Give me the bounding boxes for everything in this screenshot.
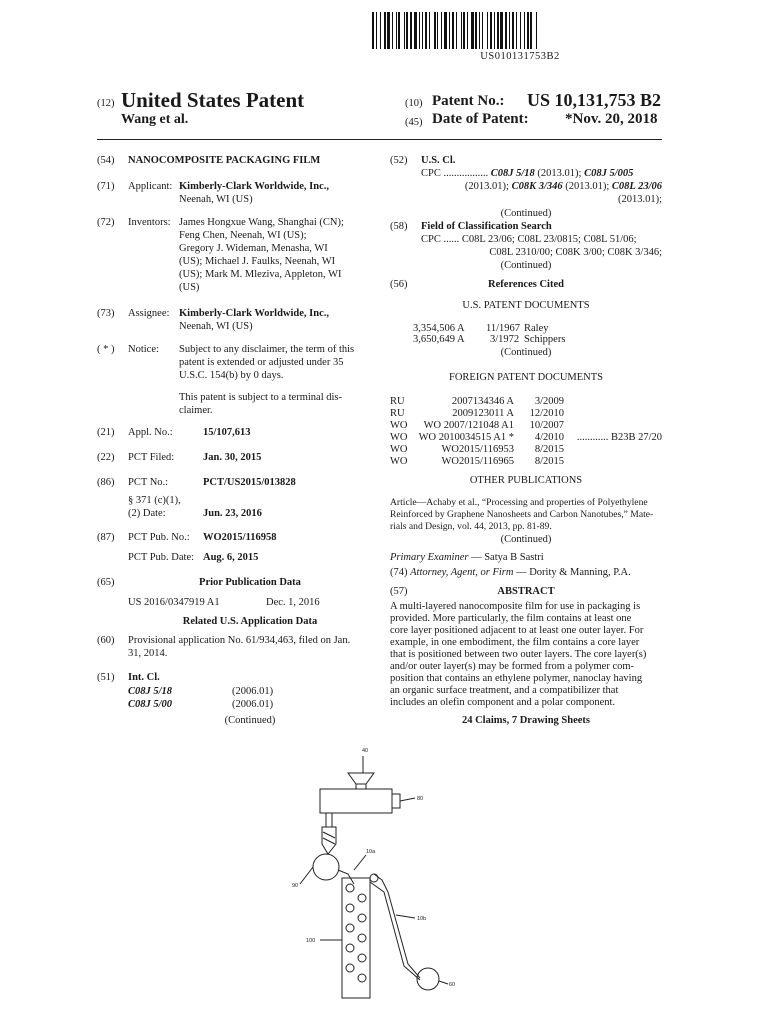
code-51: (51) <box>97 672 115 683</box>
leader-90 <box>300 867 313 884</box>
code-54: (54) <box>97 155 115 166</box>
barcode-bar <box>479 12 480 49</box>
notice-label: Notice: <box>128 344 159 355</box>
abstract-line: provided. More particularly, the film contains at least one <box>390 613 632 624</box>
pct-pub-no-label: PCT Pub. No.: <box>128 532 190 543</box>
attorney-line <box>390 566 631 579</box>
barcode-bar <box>467 12 468 49</box>
barcode-bar <box>520 12 521 49</box>
label-80: 80 <box>417 796 424 802</box>
attorney-label: Attorney, Agent, or Firm <box>410 567 514 578</box>
barcode-bar <box>516 12 517 49</box>
inventor-line: Feng Chen, Neenah, WI (US); <box>179 230 307 241</box>
s371-date: Jun. 23, 2016 <box>203 508 262 519</box>
barcode-bar <box>434 12 436 49</box>
s371-date-label: (2) Date: <box>128 508 166 519</box>
us-docs-title: U.S. PATENT DOCUMENTS <box>462 300 590 311</box>
assignee-name: Kimberly-Clark Worldwide, Inc., <box>179 308 330 319</box>
barcode-bar <box>482 12 483 49</box>
related-title: Related U.S. Application Data <box>182 616 318 627</box>
hopper-shape <box>348 773 374 784</box>
notice-line: U.S.C. 154(b) by 0 days. <box>179 370 284 381</box>
leader-10a <box>354 855 366 870</box>
pct-filed: Jan. 30, 2015 <box>203 452 262 463</box>
code-87: (87) <box>97 532 115 543</box>
patent-title: United States Patent <box>121 88 305 112</box>
cpc-class: C08J 5/005 <box>584 168 634 179</box>
other-pubs-title: OTHER PUBLICATIONS <box>469 475 583 486</box>
label-60: 60 <box>449 982 456 988</box>
abstract-line: core layer positioned adjacent to at least one outer layer. For <box>390 625 644 636</box>
barcode-bar <box>425 12 427 49</box>
code-56: (56) <box>390 279 408 290</box>
abstract-line: an organic surface treatment, and a compatibilizer that <box>390 685 619 696</box>
barcode-bar <box>422 12 423 49</box>
foreign-doc-no: WO2015/116965 <box>441 456 514 467</box>
applicant-name: Kimberly-Clark Worldwide, Inc., <box>179 181 330 192</box>
abstract-line: and/or outer layer(s) may be formed from a polymer com- <box>390 661 635 672</box>
extruder-body <box>320 789 392 813</box>
barcode-bar <box>398 12 400 49</box>
barcode <box>372 12 668 49</box>
code-22: (22) <box>97 452 115 463</box>
claims-summary: 24 Claims, 7 Drawing Sheets <box>461 715 591 726</box>
int-cl-version: (2006.01) <box>232 699 274 710</box>
inventor-line: (US); Mark M. Mleziva, Appleton, WI <box>179 269 342 280</box>
barcode-bar <box>497 12 499 49</box>
foreign-country: WO <box>390 420 408 431</box>
barcode-bar <box>392 12 393 49</box>
other-pubs-continued: (Continued) <box>500 534 552 545</box>
applicant-label: Applicant: <box>128 181 173 192</box>
s371-label: § 371 (c)(1), <box>128 495 181 506</box>
code-10: (10) <box>405 98 423 109</box>
pct-no-label: PCT No.: <box>128 477 169 488</box>
code-52: (52) <box>390 155 408 166</box>
barcode-bar <box>487 12 488 49</box>
barcode-bar <box>384 12 386 49</box>
inventor-line: James Hongxue Wang, Shanghai (CN); <box>179 217 344 228</box>
notice-line: This patent is subject to a terminal dis- <box>179 392 343 403</box>
code-71: (71) <box>97 181 115 192</box>
barcode-number: US010131753B2 <box>480 51 560 62</box>
provisional-line: Provisional application No. 61/934,463, filed on Jan. <box>128 635 351 646</box>
examiner-name: — Satya B Sastri <box>471 552 544 563</box>
foreign-doc-date: 12/2010 <box>529 408 564 419</box>
code-45: (45) <box>405 117 423 128</box>
other-pub-line: rials and Design, vol. 44, 2013, pp. 81-89. <box>390 521 552 532</box>
barcode-bar <box>429 12 430 49</box>
code-57: (57) <box>390 586 408 597</box>
us-cl-continued: (Continued) <box>500 208 552 219</box>
appl-no: 15/107,613 <box>203 427 251 438</box>
assignee-location: Neenah, WI (US) <box>179 321 253 332</box>
barcode-bar <box>372 12 374 49</box>
field-search-line: C08L 2310/00; C08K 3/00; C08K 3/346; <box>489 247 662 258</box>
inventors-label: Inventors: <box>128 217 171 228</box>
pct-pub-no: WO2015/116958 <box>203 532 277 543</box>
abstract-line: that is positioned between two outer layers. The core layer(s) <box>390 649 647 660</box>
barcode-bar <box>449 12 450 49</box>
foreign-doc-no: WO2015/116953 <box>441 444 514 455</box>
abstract-line: A multi-layered nanocomposite film for use in packaging is <box>390 601 641 612</box>
barcode-bar <box>490 12 492 49</box>
inventor-line: (US); Michael J. Faulks, Neenah, WI <box>179 256 336 267</box>
foreign-country: WO <box>390 456 408 467</box>
prior-pub-number: US 2016/0347919 A1 <box>128 597 220 608</box>
examiner-label: Primary Examiner <box>390 552 469 563</box>
code-notice: ( * ) <box>97 344 115 355</box>
barcode-bar <box>530 12 532 49</box>
barcode-bar <box>509 12 510 49</box>
foreign-country: RU <box>390 408 405 419</box>
cpc-version: (2013.01); <box>464 181 509 192</box>
us-doc-no: 3,354,506 A <box>413 323 465 334</box>
stretch-rolls <box>346 884 366 982</box>
extruder-end <box>392 794 400 808</box>
foreign-doc-date: 8/2015 <box>534 456 564 467</box>
code-65: (65) <box>97 577 115 588</box>
barcode-bar <box>376 12 377 49</box>
other-pub-line: Article—Achaby et al., “Processing and properties of Polyethylene <box>390 497 648 508</box>
field-search-line: CPC ...... C08L 23/06; C08L 23/0815; C08L 51/06; <box>421 234 637 245</box>
field-search-title: Field of Classification Search <box>421 221 552 232</box>
cpc-class: C08J 5/18 <box>490 168 535 179</box>
references-title: References Cited <box>488 279 564 290</box>
code-21: (21) <box>97 427 115 438</box>
header-rule <box>97 139 662 140</box>
int-cl-class: C08J 5/00 <box>128 699 173 710</box>
int-cl-version: (2006.01) <box>232 686 274 697</box>
guide-roll <box>370 874 378 882</box>
foreign-doc-no: 2009123011 A <box>452 408 514 419</box>
us-doc-date: 3/1972 <box>490 334 520 345</box>
foreign-country: WO <box>390 444 408 455</box>
label-10a: 10a <box>366 849 376 855</box>
label-10b: 10b <box>417 916 427 922</box>
cpc-version: (2013.01); <box>537 168 582 179</box>
barcode-bar <box>505 12 507 49</box>
foreign-doc-date: 3/2009 <box>534 396 564 407</box>
film-path <box>338 870 354 884</box>
label-90: 90 <box>292 883 299 889</box>
applicant-location: Neenah, WI (US) <box>179 194 253 205</box>
barcode-bar <box>452 12 454 49</box>
chill-roll <box>313 854 339 880</box>
int-cl-class: C08J 5/18 <box>128 686 173 697</box>
leader-10b <box>396 915 415 918</box>
barcode-bar <box>456 12 457 49</box>
us-cl-title: U.S. Cl. <box>421 155 456 166</box>
code-12: (12) <box>97 98 115 109</box>
patent-date: *Nov. 20, 2018 <box>565 111 658 127</box>
barcode-bar <box>396 12 397 49</box>
die-stem <box>326 813 332 827</box>
barcode-bar <box>380 12 381 49</box>
hopper-neck <box>356 784 366 789</box>
winder-roll <box>417 968 439 990</box>
foreign-country: WO <box>390 432 408 443</box>
cpc-dots: CPC ................. <box>421 168 489 179</box>
foreign-doc-no: WO 2007/121048 A1 <box>423 420 514 431</box>
patent-number: US 10,131,753 B2 <box>527 90 662 110</box>
barcode-bar <box>437 12 438 49</box>
barcode-bar <box>536 12 537 49</box>
other-pub-line: Reinforced by Graphene Nanosheets and Carbon Nanotubes,” Mate- <box>390 509 654 520</box>
film-out-lower <box>370 882 420 980</box>
foreign-doc-class: ............ B23B 27/20 <box>576 432 662 443</box>
barcode-bar <box>475 12 477 49</box>
us-doc-no: 3,650,649 A <box>413 334 465 345</box>
code-58: (58) <box>390 221 408 232</box>
appl-no-label: Appl. No.: <box>128 427 173 438</box>
prior-pub-date: Dec. 1, 2016 <box>266 597 320 608</box>
cpc-line <box>421 167 633 180</box>
barcode-bar <box>461 12 462 49</box>
code-60: (60) <box>97 635 115 646</box>
barcode-bar <box>387 12 390 49</box>
foreign-country: RU <box>390 396 405 407</box>
int-cl-continued: (Continued) <box>224 715 276 726</box>
field-search-continued: (Continued) <box>500 260 552 271</box>
barcode-bar <box>404 12 405 49</box>
inventor-line: (US) <box>179 282 200 293</box>
label-100: 100 <box>306 938 316 944</box>
foreign-doc-date: 4/2010 <box>534 432 564 443</box>
pct-filed-label: PCT Filed: <box>128 452 175 463</box>
barcode-bar <box>414 12 417 49</box>
code-74: (74) <box>390 567 408 578</box>
barcode-bar <box>524 12 525 49</box>
pct-pub-date-label: PCT Pub. Date: <box>128 552 195 563</box>
barcode-bar <box>500 12 503 49</box>
us-doc-date: 11/1967 <box>486 323 521 334</box>
barcode-bar <box>463 12 465 49</box>
code-73: (73) <box>97 308 115 319</box>
foreign-doc-no: WO 2010034515 A1 * <box>418 432 514 443</box>
barcode-bar <box>471 12 474 49</box>
provisional-line: 31, 2014. <box>128 648 168 659</box>
notice-line: Subject to any disclaimer, the term of this <box>179 344 355 355</box>
notice-line: patent is extended or adjusted under 35 <box>179 357 344 368</box>
leader-60 <box>439 981 448 984</box>
notice-line: claimer. <box>179 405 213 416</box>
foreign-doc-date: 8/2015 <box>534 444 564 455</box>
cpc-class: C08K 3/346 <box>511 181 563 192</box>
prior-pub-title: Prior Publication Data <box>199 577 301 588</box>
foreign-doc-date: 10/2007 <box>529 420 564 431</box>
abstract-line: position that contains an ethylene polymer, nanoclay having <box>390 673 643 684</box>
code-72: (72) <box>97 217 115 228</box>
barcode-bar <box>441 12 442 49</box>
us-docs-continued: (Continued) <box>500 347 552 358</box>
barcode-bar <box>419 12 420 49</box>
us-doc-name: Schippers <box>524 334 566 345</box>
abstract-line: includes an olefin component and a polar component. <box>390 697 616 708</box>
pct-pub-date: Aug. 6, 2015 <box>203 552 259 563</box>
abstract-line: example, in one embodiment, the film contains a core layer <box>390 637 640 648</box>
patent-drawing <box>270 740 470 1020</box>
attorney-name: — Dority & Manning, P.A. <box>516 567 631 578</box>
date-label: Date of Patent: <box>432 111 529 127</box>
invention-title: NANOCOMPOSITE PACKAGING FILM <box>128 155 321 166</box>
cpc-line <box>421 180 662 193</box>
barcode-bar <box>410 12 412 49</box>
code-86: (86) <box>97 477 115 488</box>
us-doc-name: Raley <box>524 323 549 334</box>
cpc-class: C08L 23/06 <box>611 181 662 192</box>
barcode-bar <box>527 12 529 49</box>
patent-no-label: Patent No.: <box>432 93 505 109</box>
abstract-title: ABSTRACT <box>497 586 555 597</box>
barcode-bar <box>494 12 495 49</box>
barcode-bar <box>406 12 408 49</box>
cpc-version: (2013.01); <box>565 181 610 192</box>
barcode-bar <box>444 12 447 49</box>
examiner-line <box>390 551 544 564</box>
pct-no: PCT/US2015/013828 <box>203 477 296 488</box>
barcode-bar <box>512 12 514 49</box>
inventor-line: Gregory J. Wideman, Menasha, WI <box>179 243 328 254</box>
authors: Wang et al. <box>121 112 189 127</box>
int-cl-title: Int. Cl. <box>128 672 160 683</box>
foreign-doc-no: 2007134346 A <box>451 396 514 407</box>
cpc-version: (2013.01); <box>617 194 662 205</box>
foreign-docs-title: FOREIGN PATENT DOCUMENTS <box>448 372 604 383</box>
label-40: 40 <box>362 748 369 754</box>
leader-80 <box>400 798 415 801</box>
assignee-label: Assignee: <box>128 308 170 319</box>
